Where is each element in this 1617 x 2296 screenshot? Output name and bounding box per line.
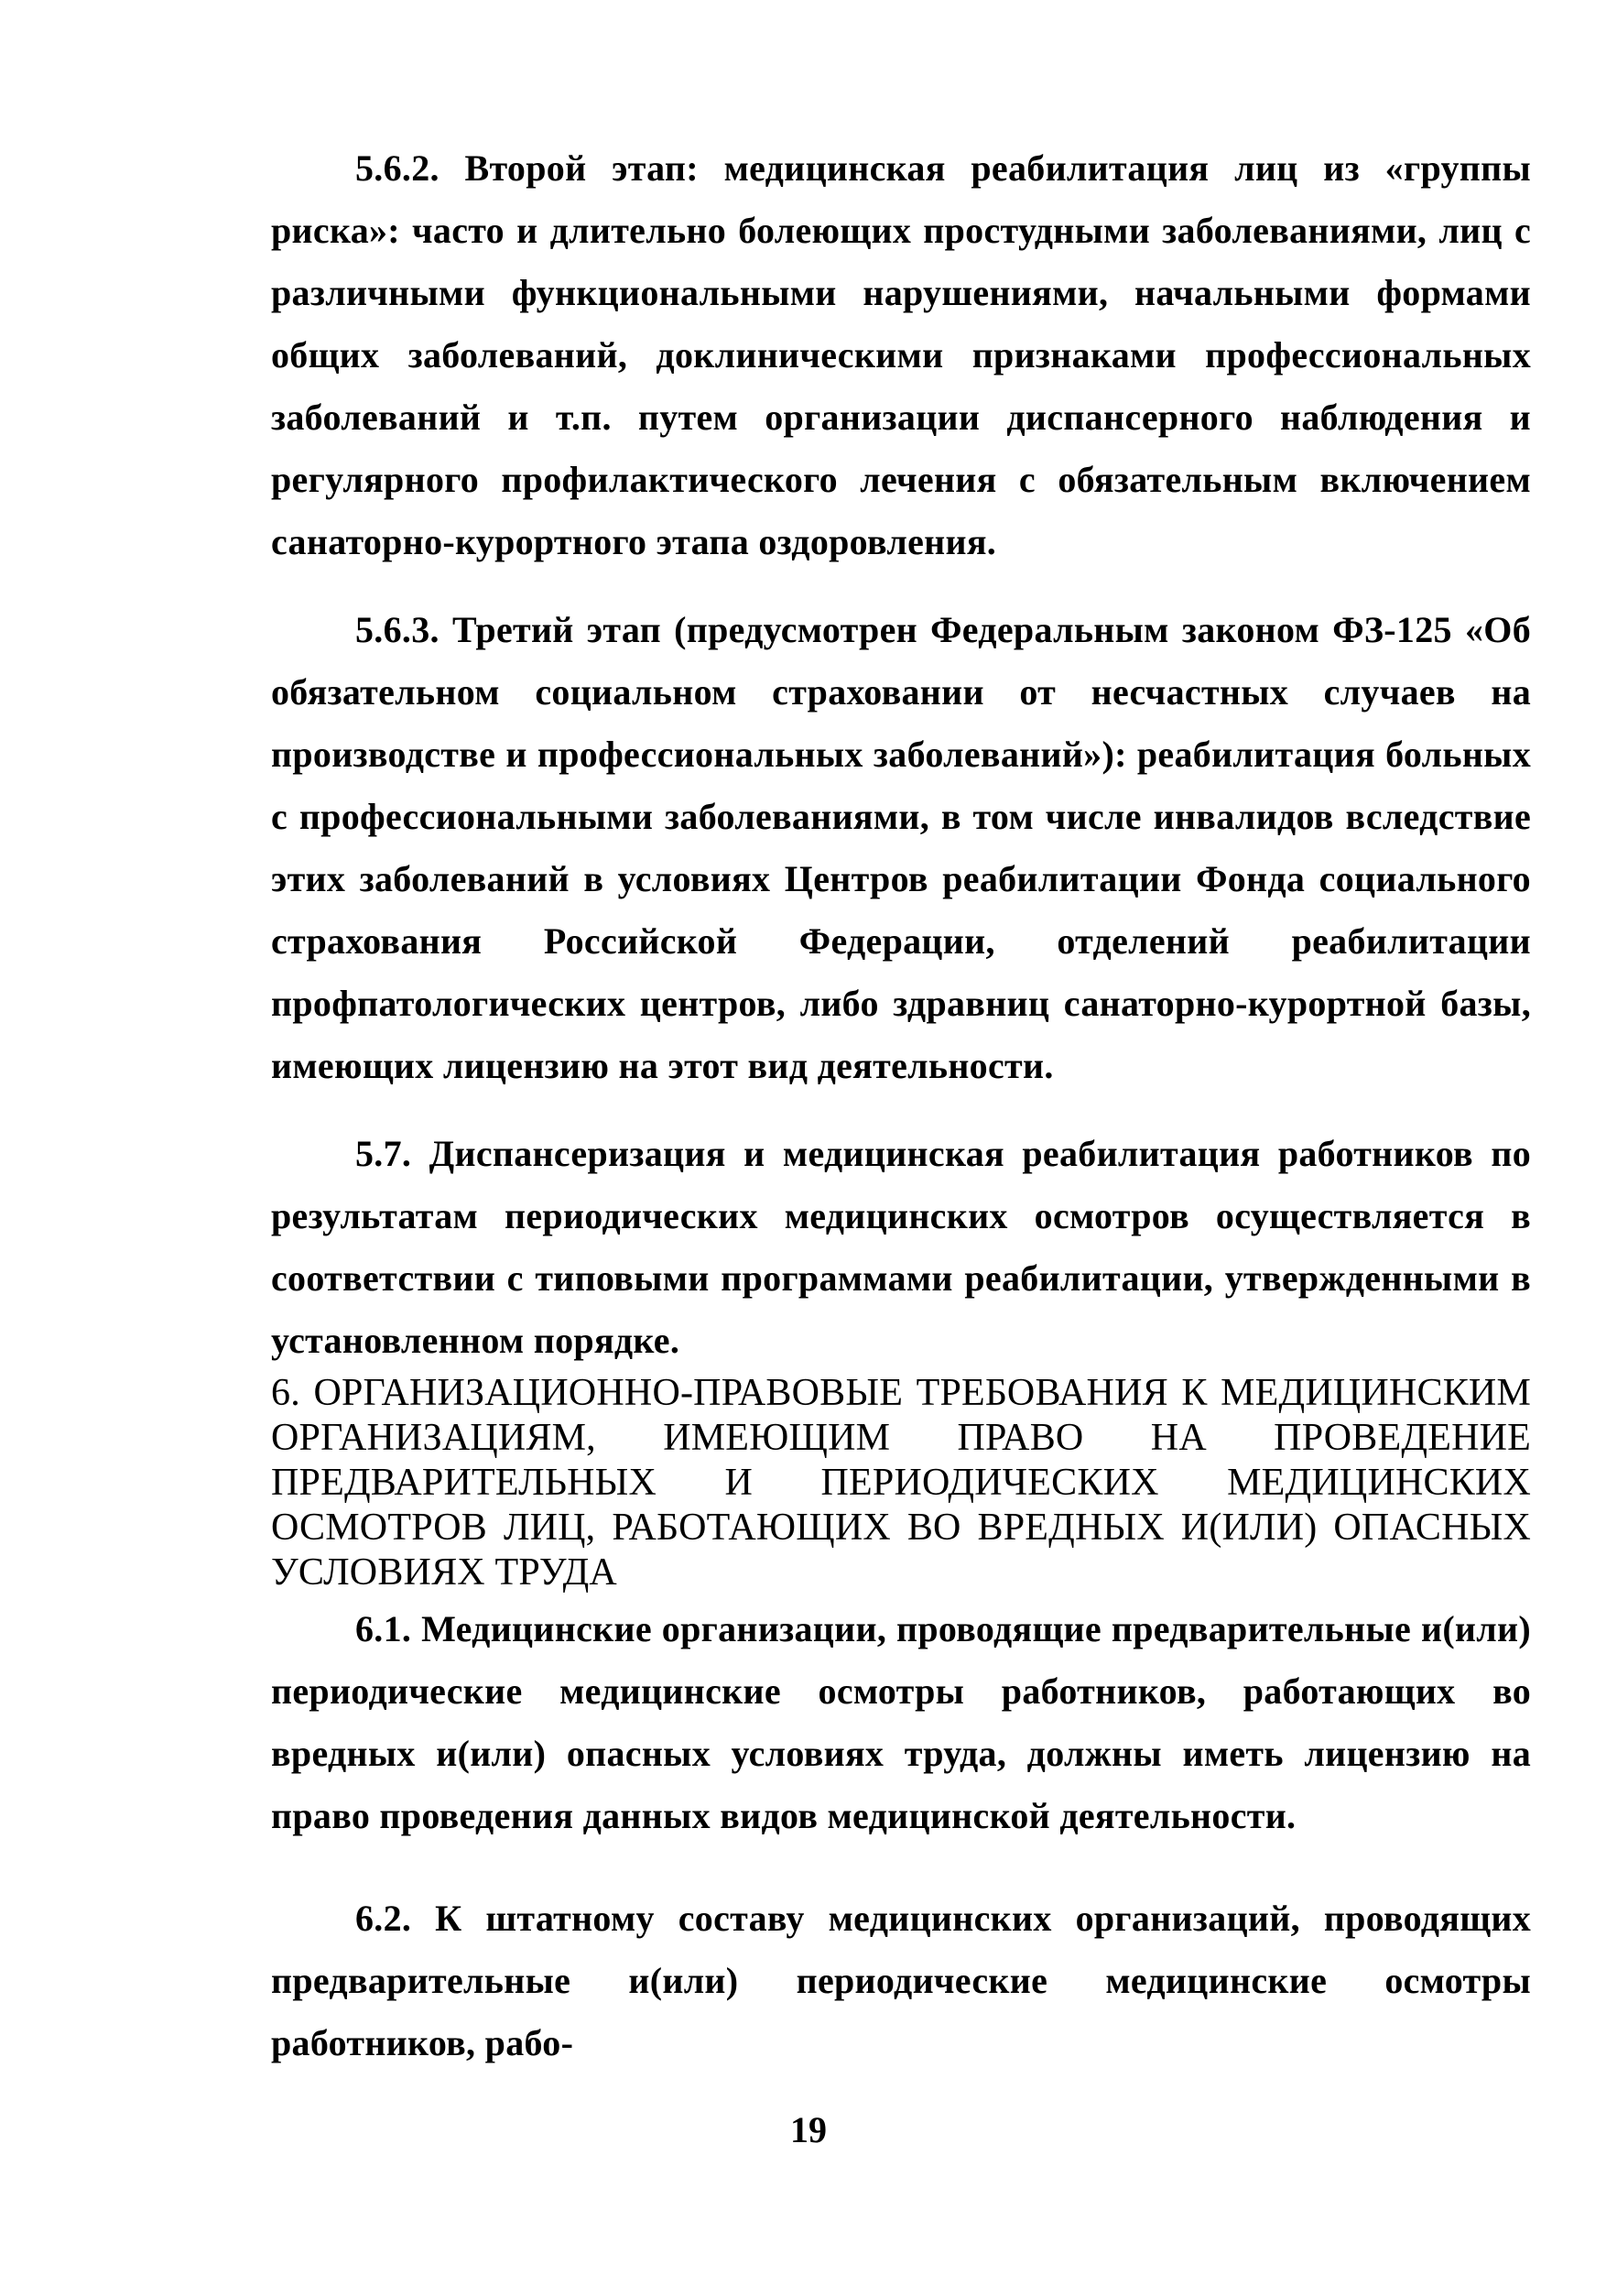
paragraph-6-2: 6.2. К штатному составу медицинских организаций, проводящих предварительные и(или) периодические медицинские осмотры работников, рабо- — [271, 1898, 1531, 2063]
paragraph-6-1: 6.1. Медицинские организации, проводящие предварительные и(или) периодические медицинские осмотры работников, работающих во вредных и(или) опасных условиях труда, должны иметь лицензию на право проведения данных видов медицинской деятельности. — [271, 1608, 1531, 1836]
paragraph-5-6-3: 5.6.3. Третий этап (предусмотрен Федеральным законом ФЗ-125 «Об обязательном социальном страховании от несчастных случаев на производстве и профессиональных заболеваний»): реабилитация больных с профессиональными заболеваниями, в том числе инвалидов вследствие этих заболеваний в условиях Центров реабилитации Фонда социального страхования Российской Федерации, отделений реабилитации профпатологических центров, либо здравниц санаторно-курортной базы, имеющих лицензию на этот вид деятельности. — [271, 609, 1531, 1086]
section-6-heading: 6. ОРГАНИЗАЦИОННО-ПРАВОВЫЕ ТРЕБОВАНИЯ К МЕДИЦИНСКИМ ОРГАНИЗАЦИЯМ, ИМЕЮЩИМ ПРАВО НА ПРОВЕДЕНИЕ ПРЕДВАРИТЕЛЬНЫХ И ПЕРИОДИЧЕСКИХ МЕДИЦИНСКИХ ОСМОТРОВ ЛИЦ, РАБОТАЮЩИХ ВО ВРЕДНЫХ И(ИЛИ) ОПАСНЫХ УСЛОВИЯХ ТРУДА — [271, 1372, 1531, 1594]
page-number: 19 — [790, 2109, 827, 2150]
paragraph-5-6-2: 5.6.2. Второй этап: медицинская реабилитация лиц из «группы риска»: часто и длительно болеющих простудными заболеваниями, лиц с различными функциональными нарушениями, начальными формами общих заболеваний, доклиническими признаками профессиональных заболеваний и т.п. путем организации диспансерного наблюдения и регулярного профилактического лечения с обязательным включением санаторно-курортного этапа оздоровления. — [271, 147, 1531, 562]
paragraph-5-7: 5.7. Диспансеризация и медицинская реабилитация работников по результатам периодических медицинских осмотров осуществляется в соответствии с типовыми программами реабилитации, утвержденными в установленном порядке. — [271, 1133, 1531, 1361]
